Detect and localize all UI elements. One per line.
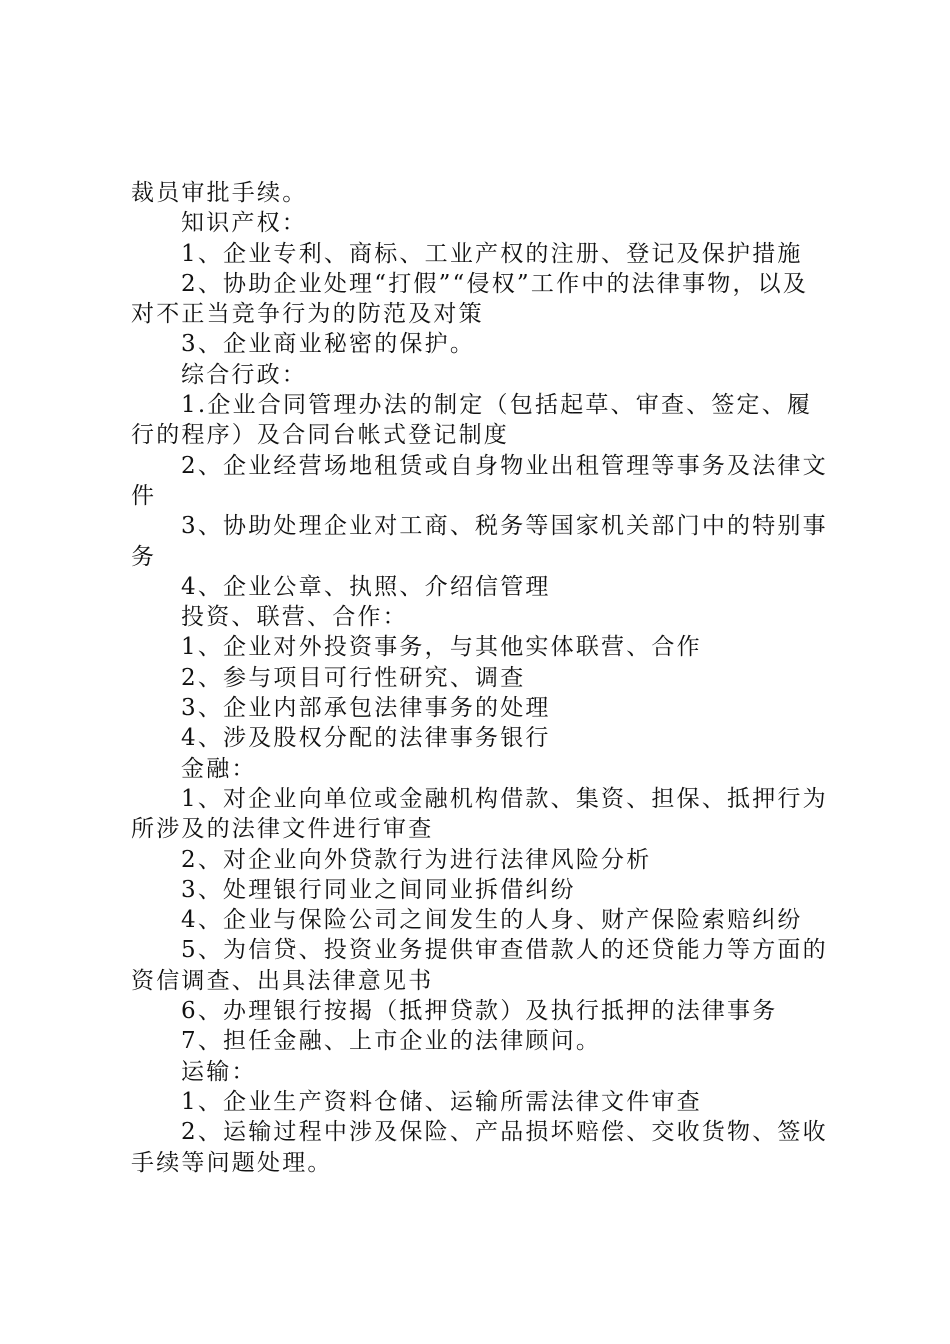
list-item: 1、企业生产资料仓储、运输所需法律文件审查 [181, 1088, 702, 1115]
list-item: 1、企业对外投资事务，与其他实体联营、合作 [181, 634, 702, 661]
paragraph-continuation: 裁员审批手续。 [131, 180, 308, 206]
list-item: 2、企业经营场地租赁或自身物业出租管理等事务及法律文件 [131, 452, 828, 509]
list-item: 3、企业商业秘密的保护。 [181, 331, 476, 358]
section-heading-admin: 综合行政： [181, 361, 307, 388]
list-item: 7、担任金融、上市企业的法律顾问。 [181, 1028, 602, 1055]
list-item: 3、协助处理企业对工商、税务等国家机关部门中的特别事务 [131, 513, 828, 570]
list-item: 2、运输过程中涉及保险、产品损坏赔偿、交收货物、签收手续等问题处理。 [131, 1119, 828, 1176]
list-item: 1、企业专利、商标、工业产权的注册、登记及保护措施 [181, 240, 803, 267]
list-item: 1.企业合同管理办法的制定（包括起草、审查、签定、履行的程序）及合同台帐式登记制度 [131, 392, 813, 449]
list-item: 2、协助企业处理“打假”“侵权”工作中的法律事物，以及对不正当竞争行为的防范及对策 [131, 270, 809, 328]
list-item: 4、企业与保险公司之间发生的人身、财产保险索赔纠纷 [181, 907, 803, 934]
section-heading-transport: 运输： [181, 1058, 257, 1085]
section-heading-investment: 投资、联营、合作： [181, 604, 408, 631]
list-item: 2、参与项目可行性研究、调查 [181, 664, 526, 691]
list-item: 3、企业内部承包法律事务的处理 [181, 695, 551, 722]
list-item: 4、企业公章、执照、介绍信管理 [181, 573, 551, 600]
list-item: 2、对企业向外贷款行为进行法律风险分析 [181, 846, 652, 873]
list-item: 1、对企业向单位或金融机构借款、集资、担保、抵押行为所涉及的法律文件进行审查 [131, 785, 828, 843]
document-body [131, 178, 831, 1178]
section-heading-ip: 知识产权： [181, 210, 307, 237]
section-heading-finance: 金融： [181, 755, 257, 782]
list-item: 6、办理银行按揭（抵押贷款）及执行抵押的法律事务 [181, 998, 778, 1025]
list-item: 3、处理银行同业之间同业拆借纠纷 [181, 876, 576, 903]
list-item: 4、涉及股权分配的法律事务银行 [181, 725, 551, 752]
list-item: 5、为信贷、投资业务提供审查借款人的还贷能力等方面的资信调查、出具法律意见书 [131, 937, 828, 994]
